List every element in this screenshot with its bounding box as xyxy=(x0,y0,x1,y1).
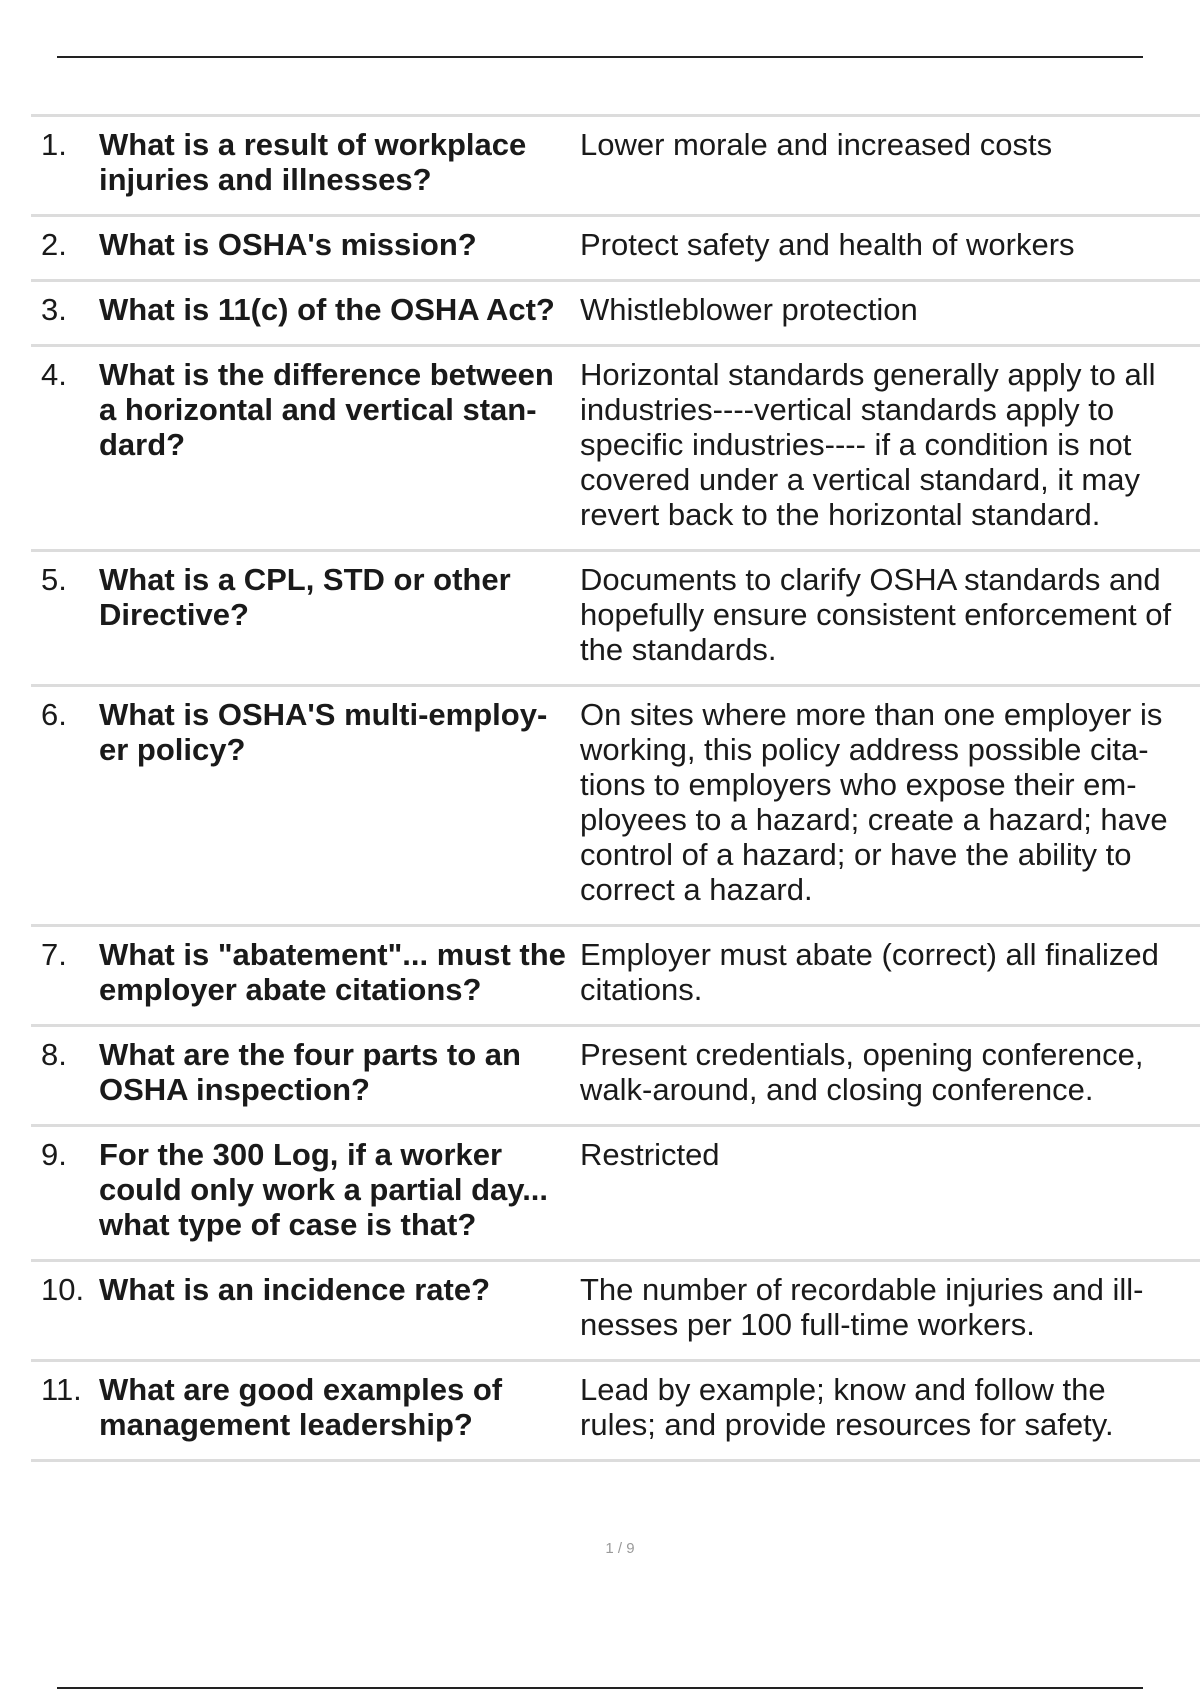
question-text: What are the four parts to an OSHA inspection? xyxy=(99,1037,521,1107)
question-text: What is OSHA's mission? xyxy=(99,227,477,262)
item-number: 11. xyxy=(41,1372,82,1407)
answer-text: Restricted xyxy=(580,1137,720,1172)
qa-row xyxy=(31,347,1200,552)
qa-row xyxy=(31,117,1200,217)
question-text: For the 300 Log, if a worker could only work a partial day... what type of case is that? xyxy=(99,1137,549,1242)
answer-text: On sites where more than one employer is working, this policy address possible cita-tions to employers who expose their em-ployees to a hazard; create a hazard; have control of a hazard; or have the ability to correct a hazard. xyxy=(580,697,1168,907)
top-divider xyxy=(57,56,1143,58)
question-text: What is a result of workplace injuries and illnesses? xyxy=(99,127,527,197)
answer-text: The number of recordable injuries and ill-nesses per 100 full-time workers. xyxy=(580,1272,1144,1342)
item-number: 3. xyxy=(41,292,67,327)
item-number: 1. xyxy=(41,127,67,162)
qa-row xyxy=(31,1127,1200,1262)
question-text: What is OSHA'S multi-employ-er policy? xyxy=(99,697,548,767)
question-text: What are good examples of management leadership? xyxy=(99,1372,503,1442)
question-text: What is the difference between a horizontal and vertical stan-dard? xyxy=(99,357,554,462)
bottom-divider xyxy=(57,1687,1143,1689)
answer-text: Present credentials, opening conference, walk-around, and closing conference. xyxy=(580,1037,1144,1107)
qa-row xyxy=(31,1262,1200,1362)
qa-row xyxy=(31,687,1200,927)
qa-row xyxy=(31,217,1200,282)
item-number: 8. xyxy=(41,1037,67,1072)
question-text: What is "abatement"... must the employer abate citations? xyxy=(99,937,566,1007)
item-number: 6. xyxy=(41,697,67,732)
item-number: 9. xyxy=(41,1137,67,1172)
qa-row xyxy=(31,1027,1200,1127)
question-text: What is an incidence rate? xyxy=(99,1272,491,1307)
item-number: 10. xyxy=(41,1272,85,1307)
answer-text: Whistleblower protection xyxy=(580,292,918,327)
page-number: 1 / 9 xyxy=(605,1540,635,1557)
qa-table xyxy=(31,114,1200,1462)
answer-text: Lower morale and increased costs xyxy=(580,127,1053,162)
item-number: 7. xyxy=(41,937,67,972)
item-number: 4. xyxy=(41,357,67,392)
qa-row xyxy=(31,927,1200,1027)
answer-text: Employer must abate (correct) all finalized citations. xyxy=(580,937,1159,1007)
item-number: 5. xyxy=(41,562,67,597)
qa-row xyxy=(31,1362,1200,1462)
item-number: 2. xyxy=(41,227,67,262)
answer-text: Horizontal standards generally apply to all industries----vertical standards apply to specific industries---- if a condition is not covered under a vertical standard, it may revert back to the horizontal standard. xyxy=(580,357,1156,532)
question-text: What is 11(c) of the OSHA Act? xyxy=(99,292,555,327)
question-text: What is a CPL, STD or other Directive? xyxy=(99,562,511,632)
qa-row xyxy=(31,282,1200,347)
answer-text: Documents to clarify OSHA standards and hopefully ensure consistent enforcement of the standards. xyxy=(580,562,1172,667)
answer-text: Protect safety and health of workers xyxy=(580,227,1075,262)
answer-text: Lead by example; know and follow the rules; and provide resources for safety. xyxy=(580,1372,1114,1442)
qa-row xyxy=(31,552,1200,687)
